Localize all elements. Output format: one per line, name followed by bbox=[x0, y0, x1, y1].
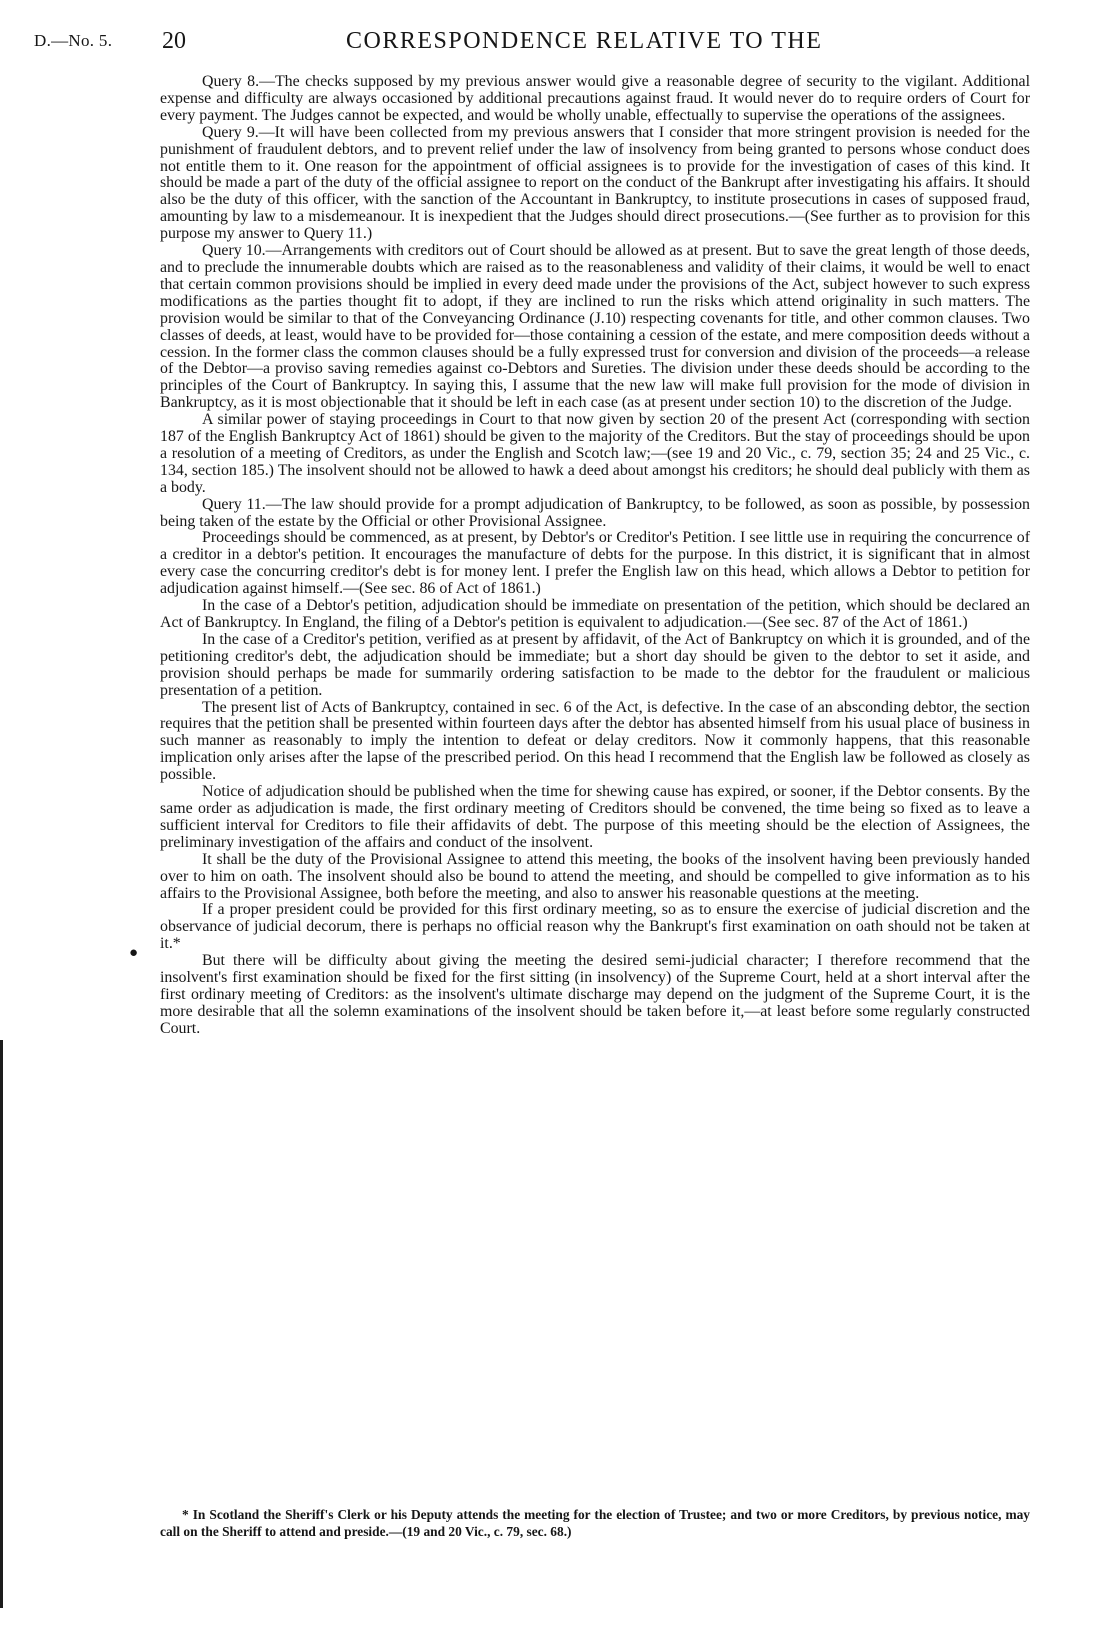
binding-margin-line bbox=[0, 1040, 3, 1608]
footnote: * In Scotland the Sheriff's Clerk or his Deputy attends the meeting for the election of Trustee; and two or more Creditors, by previous notice, may call on the Sheriff to attend and preside.—(19 and 20 Vic., c. 79, sec. 68.) bbox=[160, 1507, 1030, 1539]
paragraph-creditors-petition: In the case of a Creditor's petition, verified as at present by affidavit, of the Act of Bankruptcy on which it is grounded, and of the petitioning creditor's debt, the adjudication should be immediate; but a short day should be given to the debtor to set it aside, and provision should perhaps be made for summarily ordering satisfaction to be made to the debtor for the fraudulent or malicious presentation of a petition. bbox=[160, 630, 1030, 699]
page-header bbox=[0, 28, 1114, 62]
paragraph-petitions: Proceedings should be commenced, as at present, by Debtor's or Creditor's Petition. I see little use in requiring the concurrence of a creditor in a debtor's petition. It encourages the manufacture of debts for the purpose. In this district, it is significant that in almost every case the concurring creditor's debt is for money lent. I prefer the English law on this head, which allows a Debtor to petition for adjudication against himself.—(See sec. 86 of Act of 1861.) bbox=[160, 529, 1030, 598]
paragraph-staying-proceedings: A similar power of staying proceedings in Court to that now given by section 20 of the present Act (corresponding with section 187 of the English Bankruptcy Act of 1861) should be given to the majority of the Creditors. But the stay of proceedings should be upon a resolution of a meeting of Creditors, as under the English and Scotch law;—(see 19 and 20 Vic., c. 79, section 35; 24 and 25 Vic., c. 134, section 185.) The insolvent should not be allowed to hawk a deed about amongst his creditors; he should deal publicly with them as a body. bbox=[160, 411, 1030, 496]
paragraph-proper-president: If a proper president could be provided for this first ordinary meeting, so as to ensure the exercise of judicial discretion and the observance of judicial decorum, there is perhaps no official reason why the Bankrupt's first examination on oath should not be taken at it.* bbox=[160, 901, 1030, 953]
document-reference: D.—No. 5. bbox=[34, 31, 113, 50]
paragraph-debtors-petition: In the case of a Debtor's petition, adjudication should be immediate on presentation of the petition, which should be declared an Act of Bankruptcy. In England, the filing of a Debtor's petition is equivalent to adjudication.—(See sec. 87 of the Act of 1861.) bbox=[160, 597, 1030, 631]
paragraph-acts-of-bankruptcy: The present list of Acts of Bankruptcy, contained in sec. 6 of the Act, is defective. In the case of an absconding debtor, the section requires that the petition shall be presented within fourteen days after the debtor has absented himself from his usual place of business in such manner as reasonably to imply the intention to defeat or delay creditors. Now it commonly happens, that this reasonable implication only arises after the lapse of the prescribed period. On this head I recommend that the English law be followed as closely as possible. bbox=[160, 698, 1030, 784]
body-text bbox=[160, 74, 1030, 1038]
page-number: 20 bbox=[162, 28, 186, 54]
paragraph-query-8: Query 8.—The checks supposed by my previous answer would give a reasonable degree of security to the vigilant. Additional expense and difficulty are always occasioned by additional precautions against fraud. It would never do to require orders of Court for every payment. The Judges cannot be expected, and would be wholly unable, effectually to supervise the operations of the assignees. bbox=[160, 73, 1030, 124]
paragraph-query-11: Query 11.—The law should provide for a prompt adjudication of Bankruptcy, to be followed, as soon as possible, by possession being taken of the estate by the Official or other Provisional Assignee. bbox=[160, 495, 1030, 530]
paragraph-query-10: Query 10.—Arrangements with creditors out of Court should be allowed as at present. But to save the great length of those deeds, and to preclude the innumerable doubts which are raised as to the reasonableness and validity of their claims, it would be well to enact that certain common provisions should be implied in every deed made under the provisions of the Act, subject however to such express modifications as the parties thought fit to adopt, if they are inclined to run the risks which attend originality in such matters. The provision would be similar to that of the Conveyancing Ordinance (J.10) respecting covenants for title, and other common clauses. Two classes of deeds, at least, would have to be provided for—those containing a cession of the estate, and mere composition deeds without a cession. In the former class the common clauses should be a fully expressed trust for conversion and division of the proceeds—a release of the Debtor—a proviso saving remedies against co-Debtors and Sureties. The division under these deeds should be according to the principles of the Court of Bankruptcy. In saying this, I assume that the new law will make full provision for the mode of division in Bankruptcy, as it is most objectionable that it should be left in each case (as at present under section 10) to the discretion of the Judge. bbox=[160, 242, 1030, 412]
paragraph-query-9: Query 9.—It will have been collected from my previous answers that I consider that more stringent provision is needed for the punishment of fraudulent debtors, and to prevent relief under the law of insolvency from being granted to persons whose conduct does not entitle them to it. One reason for the appointment of official assignees is to provide for the investigation of cases of this kind. It should be made a part of the duty of the official assignee to report on the conduct of the Bankrupt after investigating his affairs. It should also be the duty of this officer, with the sanction of the Accountant in Bankruptcy, to institute prosecutions in cases of supposed fraud, amounting by law to a misdemeanour. It is inexpedient that the Judges should direct prosecutions.—(See further as to provision for this purpose my answer to Query 11.) bbox=[160, 123, 1030, 243]
running-head: CORRESPONDENCE RELATIVE TO THE bbox=[346, 28, 823, 54]
paragraph-first-examination: But there will be difficulty about giving the meeting the desired semi-judicial character; I therefore recommend that the insolvent's first examination should be fixed for the first sitting (in insolvency) of the Supreme Court, held at a short interval after the first ordinary meeting of Creditors: as the insolvent's ultimate discharge may depend on the judgment of the Supreme Court, it is the more desirable that all the solemn examinations of the insolvent should be taken before it,—at least before some regularly constructed Court. bbox=[160, 952, 1030, 1037]
paragraph-provisional-assignee: It shall be the duty of the Provisional Assignee to attend this meeting, the books of the insolvent having been previously handed over to him on oath. The insolvent should also be bound to attend the meeting, and should be compelled to give information as to his affairs to the Provisional Assignee, both before the meeting, and also to answer his reasonable questions at the meeting. bbox=[160, 850, 1030, 902]
paragraph-notice-of-adjudication: Notice of adjudication should be published when the time for shewing cause has expired, or sooner, if the Debtor consents. By the same order as adjudication is made, the first ordinary meeting of Creditors should be convened, the time being so fixed as to leave a sufficient interval for Creditors to file their affidavits of debt. The purpose of this meeting should be the election of Assignees, the preliminary investigation of the affairs and conduct of the insolvent. bbox=[160, 783, 1030, 851]
margin-mark: ● bbox=[129, 945, 139, 961]
